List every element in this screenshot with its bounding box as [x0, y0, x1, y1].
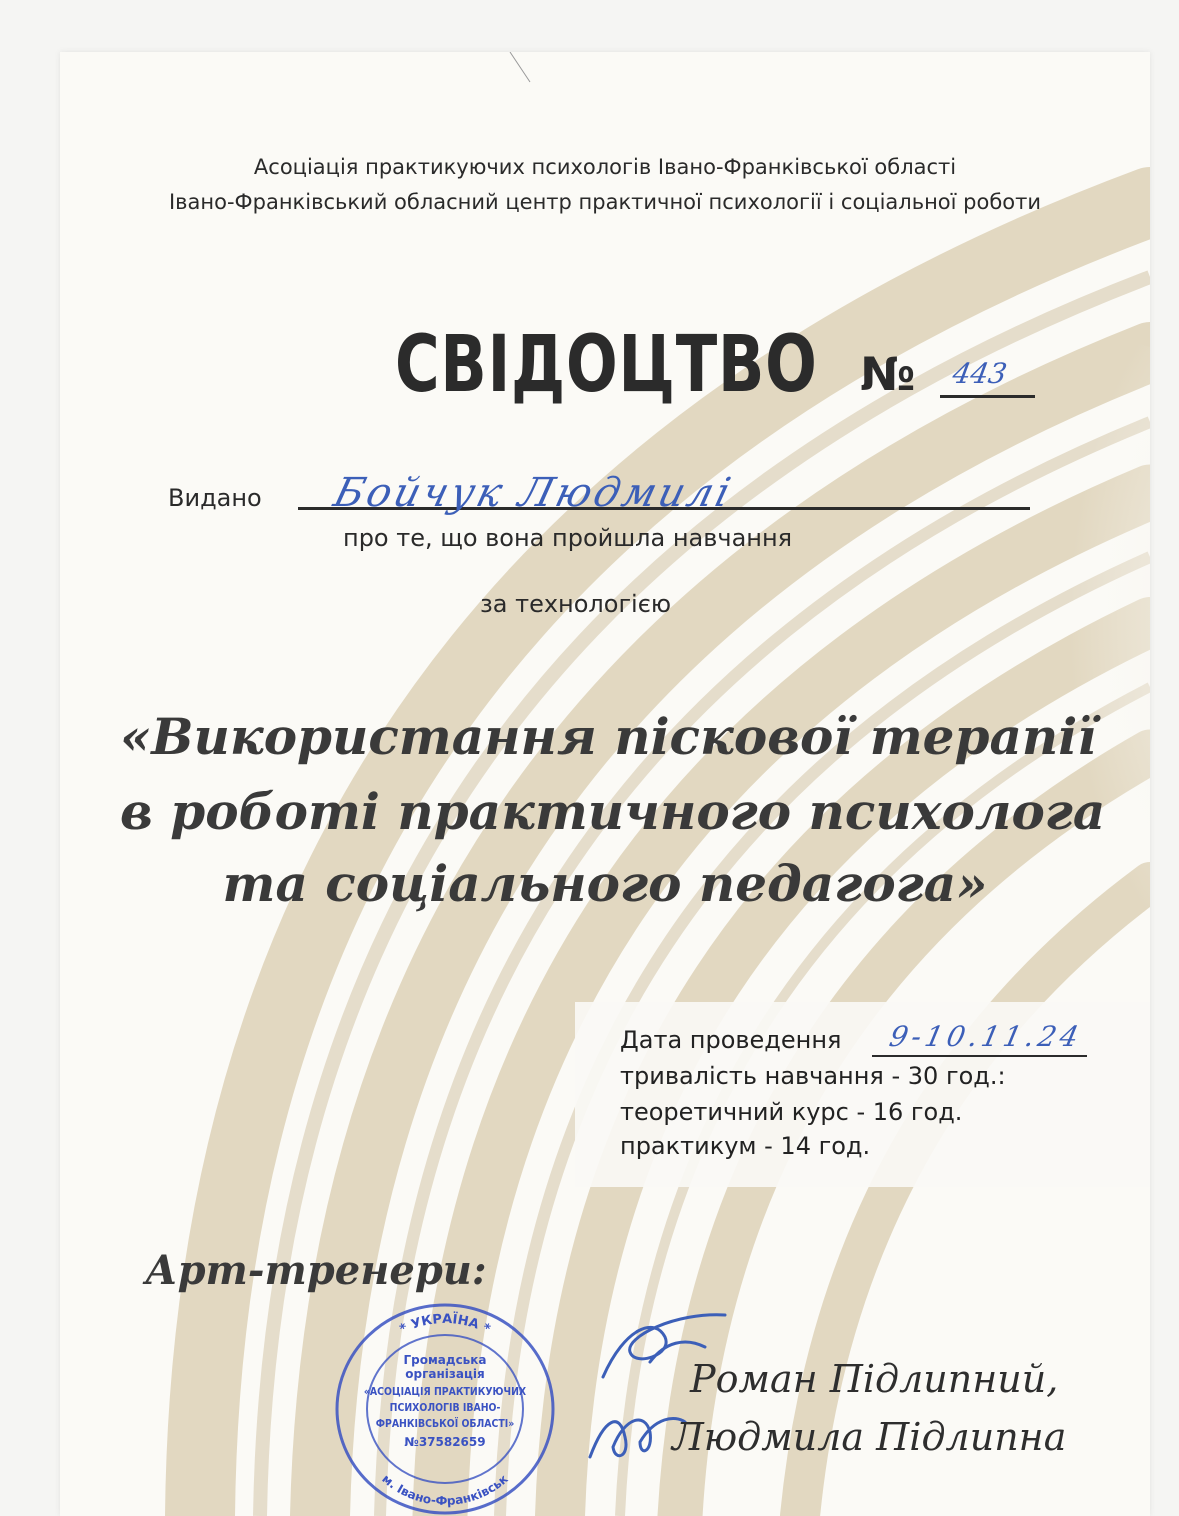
stamp-line: «АСОЦІАЦІЯ ПРАКТИКУЮЧИХ: [363, 1385, 527, 1398]
trainers-label: Арт-тренери:: [145, 1247, 487, 1294]
stamp-line: №37582659: [404, 1435, 486, 1449]
date-label: Дата проведення: [620, 1026, 842, 1054]
stamp-ring-top-text: * УКРАЇНА *: [397, 1311, 493, 1338]
duration-text: тривалість навчання - 30 год.:: [620, 1062, 1006, 1090]
svg-text:* УКРАЇНА *: [398, 1311, 493, 1337]
technology-text: за технологією: [480, 590, 672, 618]
course-date: 9-10.11.24: [886, 1020, 1086, 1053]
practice-text: практикум - 14 год.: [620, 1132, 871, 1160]
stamp-line: ФРАНКІВСЬКОЇ ОБЛАСТІ»: [375, 1417, 515, 1430]
organization-stamp: [325, 1297, 565, 1516]
stamp-line: організація: [405, 1367, 485, 1381]
theory-text: теоретичний курс - 16 год.: [620, 1098, 963, 1126]
course-title-line-2: в роботі практичного психолога: [120, 782, 1106, 841]
number-sign: №: [860, 347, 916, 401]
course-title-line-1: «Використання піскової терапії: [120, 707, 1097, 766]
stamp-ring-bottom-text: м. Івано-Франківськ: [379, 1471, 511, 1509]
header-line-center: Івано-Франківський обласний центр практичної психології і соціальної роботи: [168, 190, 1042, 214]
trainer-name: Людмила Підлипна: [672, 1415, 1067, 1459]
recipient-name: Бойчук Людмилі: [329, 470, 738, 516]
trainer-name: Роман Підлипний,: [690, 1357, 1059, 1401]
course-title-line-3: та соціального педагога»: [222, 854, 988, 913]
stamp-line: ПСИХОЛОГІВ ІВАНО-: [389, 1401, 501, 1414]
number-underline: [940, 395, 1035, 398]
issued-label: Видано: [168, 484, 262, 512]
certificate-number: 443: [950, 357, 1010, 390]
certificate-page: [60, 52, 1150, 1516]
completion-text: про те, що вона пройшла навчання: [343, 524, 793, 552]
date-underline: [872, 1055, 1087, 1057]
stamp-line: Громадська: [403, 1353, 487, 1367]
certificate-title: СВІДОЦТВО: [395, 320, 818, 410]
header-line-association: Асоціація практикуючих психологів Івано-Франківської області: [253, 155, 957, 179]
